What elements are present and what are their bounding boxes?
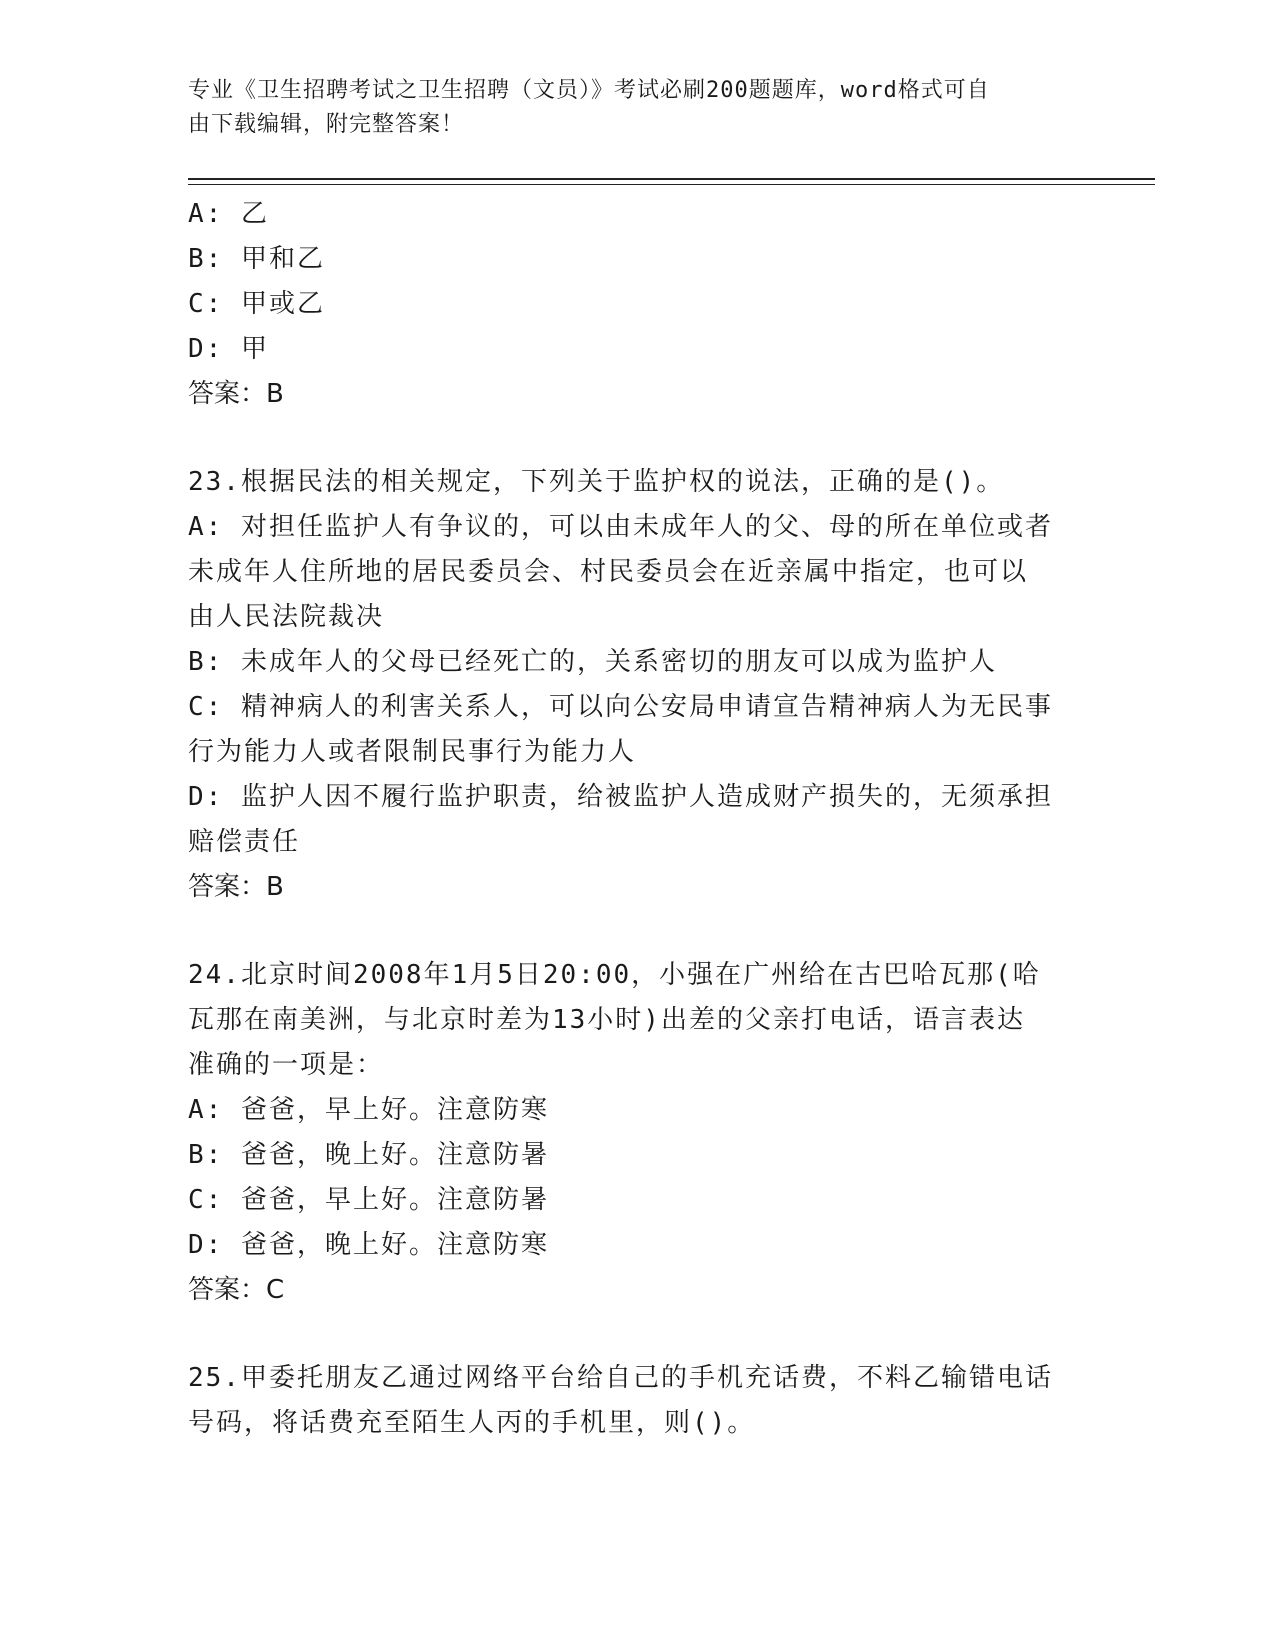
option-c: C: 甲或乙	[188, 289, 325, 319]
question-list	[188, 192, 1088, 1446]
answer: 答案：B	[188, 379, 284, 409]
option-a: A: 对担任监护人有争议的，可以由未成年人的父、母的所在单位或者	[188, 512, 1053, 542]
question-stem: 24.北京时间2008年1月5日20:00，小强在广州给在古巴哈瓦那(哈	[188, 960, 1041, 990]
header-divider-thin	[188, 184, 1155, 185]
question-stem: 23.根据民法的相关规定，下列关于监护权的说法，正确的是()。	[188, 467, 1005, 497]
answer: 答案：B	[188, 872, 284, 902]
question-stem-cont: 瓦那在南美洲，与北京时差为13小时)出差的父亲打电话，语言表达	[188, 1005, 1025, 1035]
option-b: B: 甲和乙	[188, 244, 325, 274]
option-a: A: 乙	[188, 199, 269, 229]
option-a: A: 爸爸，早上好。注意防寒	[188, 1095, 549, 1125]
option-a-cont: 由人民法院裁决	[188, 602, 385, 632]
question-25	[188, 1356, 1088, 1446]
header-divider-thick	[188, 178, 1155, 180]
option-b: B: 爸爸，晚上好。注意防暑	[188, 1140, 549, 1170]
option-c: C: 精神病人的利害关系人，可以向公安局申请宣告精神病人为无民事	[188, 692, 1053, 722]
option-a-cont: 未成年人住所地的居民委员会、村民委员会在近亲属中指定，也可以	[188, 557, 1029, 587]
option-c-cont: 行为能力人或者限制民事行为能力人	[188, 737, 637, 767]
option-c: C: 爸爸，早上好。注意防暑	[188, 1185, 549, 1215]
question-stem-cont: 号码，将话费充至陌生人丙的手机里，则()。	[188, 1408, 756, 1438]
question-23	[188, 460, 1088, 910]
header-line-1: 专业《卫生招聘考试之卫生招聘（文员）》考试必刷200题题库，word格式可自	[188, 78, 990, 103]
question-stem: 25.甲委托朋友乙通过网络平台给自己的手机充话费，不料乙输错电话	[188, 1363, 1053, 1393]
option-d: D: 甲	[188, 334, 269, 364]
option-d: D: 爸爸，晚上好。注意防寒	[188, 1230, 549, 1260]
document-header	[188, 74, 1068, 142]
option-d-cont: 赔偿责任	[188, 827, 301, 857]
answer: 答案：C	[188, 1275, 285, 1305]
header-line-2: 由下载编辑，附完整答案！	[188, 112, 465, 137]
question-stem-cont: 准确的一项是：	[188, 1050, 385, 1080]
question-22	[188, 192, 1088, 417]
option-d: D: 监护人因不履行监护职责，给被监护人造成财产损失的，无须承担	[188, 782, 1053, 812]
question-24	[188, 953, 1088, 1313]
option-b: B: 未成年人的父母已经死亡的，关系密切的朋友可以成为监护人	[188, 647, 997, 677]
